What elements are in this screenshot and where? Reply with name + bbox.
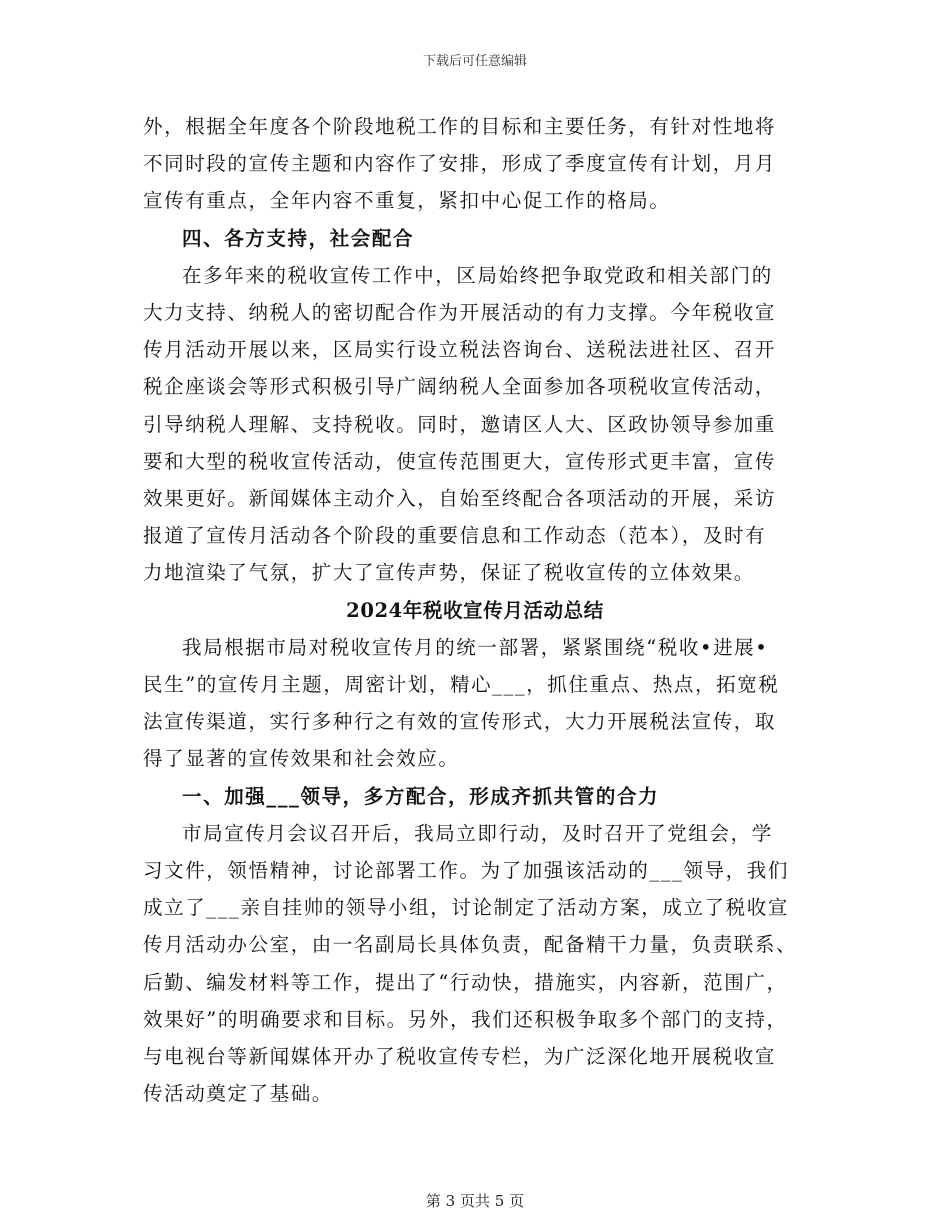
text-line: 引导纳税人理解、支持税收。同时，邀请区人大、区政协领导参加重 bbox=[143, 412, 777, 436]
document-title: 2024年税收宣传月活动总结 bbox=[346, 598, 604, 622]
text-line: 后勤、编发材料等工作，提出了“行动快，措施实，内容新，范围广， bbox=[143, 970, 788, 994]
section-heading-4: 四、各方支持，社会配合 bbox=[182, 226, 415, 250]
text-line: 力地渲染了气氛，扩大了宣传声势，保证了税收宣传的立体效果。 bbox=[143, 561, 755, 585]
page-footer: 第 3 页共 5 页 bbox=[425, 1192, 525, 1210]
text-line: 在多年来的税收宣传工作中，区局始终把争取党政和相关部门的 bbox=[182, 263, 773, 287]
text-line: 大力支持、纳税人的密切配合作为开展活动的有力支撑。今年税收宣 bbox=[143, 301, 777, 325]
text-line: 市局宣传月会议召开后，我局立即行动，及时召开了党组会，学 bbox=[182, 821, 773, 845]
text-line: 我局根据市局对税收宣传月的统一部署，紧紧围绕“税收•进展• bbox=[182, 635, 769, 659]
text-line: 不同时段的宣传主题和内容作了安排，形成了季度宣传有计划，月月 bbox=[143, 152, 777, 176]
text-line: 成立了___亲自挂帅的领导小组，讨论制定了活动方案，成立了税收宣 bbox=[143, 896, 789, 920]
paragraph-continuation bbox=[143, 108, 807, 220]
paragraph-section-1 bbox=[143, 815, 807, 1113]
text-line: 宣传有重点，全年内容不重复，紧扣中心促工作的格局。 bbox=[143, 189, 671, 213]
paragraph-intro bbox=[143, 629, 807, 778]
paragraph-section-4 bbox=[143, 257, 807, 592]
text-line: 得了显著的宣传效果和社会效应。 bbox=[143, 747, 460, 771]
text-line: 要和大型的税收宣传活动，使宣传范围更大，宣传形式更丰富，宣传 bbox=[143, 449, 777, 473]
page-header: 下载后可任意编辑 bbox=[422, 54, 527, 69]
section-heading-1: 一、加强___领导，多方配合，形成齐抓共管的合力 bbox=[182, 784, 660, 808]
text-line: 报道了宣传月活动各个阶段的重要信息和工作动态（范本），及时有 bbox=[143, 524, 767, 548]
text-line: 传月活动开展以来，区局实行设立税法咨询台、送税法进社区、召开 bbox=[143, 338, 777, 362]
document-body bbox=[143, 108, 807, 1112]
text-line: 法宣传渠道，实行多种行之有效的宣传形式，大力开展税法宣传，取 bbox=[143, 710, 777, 734]
text-line: 与电视台等新闻媒体开办了税收宣传专栏，为广泛深化地开展税收宣 bbox=[143, 1045, 777, 1069]
text-line: 传月活动办公室，由一名副局长具体负责，配备精干力量，负责联系、 bbox=[143, 933, 798, 957]
text-line: 效果好”的明确要求和目标。另外，我们还积极争取多个部门的支持， bbox=[143, 1007, 788, 1031]
text-line: 民生”的宣传月主题，周密计划，精心___，抓住重点、热点，拓宽税 bbox=[143, 673, 780, 697]
text-line: 习文件，领悟精神，讨论部署工作。为了加强该活动的___领导，我们 bbox=[143, 859, 789, 883]
text-line: 税企座谈会等形式积极引导广阔纳税人全面参加各项税收宣传活动， bbox=[143, 375, 777, 399]
text-line: 效果更好。新闻媒体主动介入，自始至终配合各项活动的开展，采访 bbox=[143, 487, 777, 511]
text-line: 外，根据全年度各个阶段地税工作的目标和主要任务，有针对性地将 bbox=[143, 115, 777, 138]
text-line: 传活动奠定了基础。 bbox=[143, 1082, 333, 1106]
